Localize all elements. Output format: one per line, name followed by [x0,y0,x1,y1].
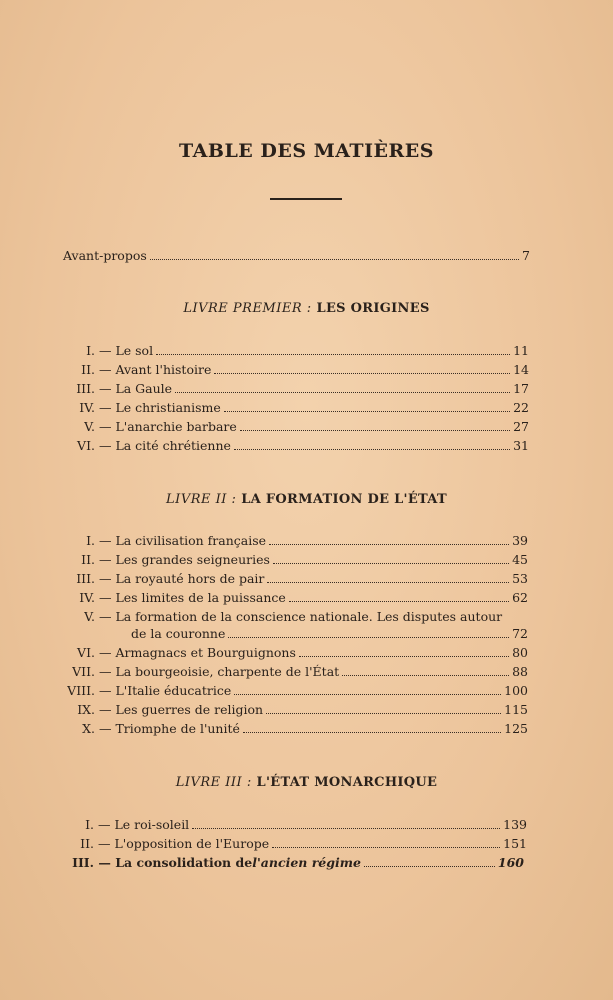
entry-label: — L'opposition de l'Europe [97,836,270,851]
entry-page: 45 [512,552,528,567]
entry-number: VII. [72,664,95,679]
section-heading-livre-3 [0,775,613,790]
entry-page: 11 [513,343,529,358]
entry-page: 72 [512,626,528,641]
entry-label: — La consolidation de [98,855,253,870]
toc-entry [60,855,524,871]
toc-entry-multiline [60,609,528,625]
entry-page: 125 [504,721,528,736]
entry-label-continuation: de la couronne [131,626,226,641]
dot-leader [299,656,509,657]
entry-page: 80 [512,645,528,660]
heading-text: LES ORIGINES [316,301,430,316]
entry-page: 88 [512,664,528,679]
entry-number: I. [86,533,95,548]
entry-page: 17 [513,381,529,396]
heading-italic: LIVRE II : [166,492,237,507]
entry-page: 53 [512,571,528,586]
entry-page: 7 [522,248,530,263]
toc-entry [60,590,528,606]
toc-entry [60,664,528,680]
dot-leader [224,411,510,412]
entry-number: III. [72,855,94,870]
entry-number: VI. [77,438,95,453]
toc-entry [60,571,528,587]
entry-page: 31 [513,438,529,453]
dot-leader [156,354,510,355]
toc-entry-continuation [131,626,528,642]
entry-number: IX. [77,702,95,717]
entry-page: 115 [504,702,528,717]
entry-label: — La formation de la conscience nationale. Les disputes autour [98,609,503,624]
dot-leader [192,828,500,829]
entry-label: — La cité chrétienne [98,438,231,453]
entry-label: — Les guerres de religion [98,702,264,717]
dot-leader [175,392,510,393]
heading-italic: LIVRE III : [175,775,252,790]
entry-number: VI. [77,645,95,660]
heading-text: L'ÉTAT MONARCHIQUE [256,775,438,790]
dot-leader [228,637,509,638]
entry-page: 160 [497,855,524,870]
dot-leader [289,601,509,602]
section-heading-livre-1 [0,301,613,316]
dot-leader [273,563,509,564]
toc-entry [60,817,527,833]
toc-entry [70,438,529,454]
entry-number: VIII. [67,683,95,698]
entry-page: 151 [503,836,527,851]
entry-label-italic: l'ancien régime [252,855,361,870]
toc-entry [60,702,528,718]
entry-number: III. [76,381,95,396]
entry-number: I. [85,817,94,832]
dot-leader [214,373,510,374]
toc-entry-avant-propos [63,248,530,264]
entry-label: — Les grandes seigneuries [98,552,270,567]
toc-entry [60,683,528,699]
toc-entry [70,362,529,378]
page-title: TABLE DES MATIÈRES [179,140,434,162]
entry-page: 39 [512,533,528,548]
dot-leader [272,847,500,848]
entry-label: Avant-propos [63,248,147,263]
entry-number: IV. [79,400,95,415]
entry-number: I. [86,343,95,358]
dot-leader [234,694,501,695]
entry-label: — La bourgeoisie, charpente de l'État [98,664,340,679]
toc-entry [60,645,528,661]
entry-page: 14 [513,362,529,377]
entry-label: — La royauté hors de pair [98,571,265,586]
entry-number: III. [76,571,95,586]
entry-label: — Armagnacs et Bourguignons [98,645,296,660]
dot-leader [243,732,501,733]
entry-number: II. [81,362,95,377]
entry-label: — L'anarchie barbare [98,419,237,434]
title-rule [270,198,342,200]
entry-page: 100 [504,683,528,698]
entry-number: IV. [79,590,95,605]
entry-page: 22 [513,400,529,415]
entry-number: X. [82,721,95,736]
dot-leader [364,866,495,867]
toc-entry [60,836,527,852]
entry-label: — Le christianisme [98,400,221,415]
toc-entry [60,721,528,737]
toc-entry [60,552,528,568]
toc-entry [70,381,529,397]
entry-label: — La Gaule [98,381,173,396]
entry-page: 62 [512,590,528,605]
toc-entry [60,533,528,549]
entry-page: 27 [513,419,529,434]
dot-leader [269,544,509,545]
entry-label: — La civilisation française [98,533,267,548]
dot-leader [266,713,501,714]
entry-label: — Avant l'histoire [98,362,212,377]
toc-entry [70,400,529,416]
dot-leader [150,259,519,260]
heading-italic: LIVRE PREMIER : [183,301,312,316]
entry-number: V. [84,419,95,434]
entry-number: II. [81,552,95,567]
heading-text: LA FORMATION DE L'ÉTAT [241,492,447,507]
toc-entry [70,419,529,435]
entry-number: II. [80,836,94,851]
dot-leader [342,675,509,676]
entry-label: — Le roi-soleil [97,817,190,832]
entry-number: V. [84,609,95,624]
dot-leader [234,449,510,450]
dot-leader [267,582,509,583]
entry-page: 139 [503,817,527,832]
entry-label: — Triomphe de l'unité [98,721,240,736]
entry-label: — Les limites de la puissance [98,590,286,605]
entry-label: — L'Italie éducatrice [98,683,232,698]
dot-leader [240,430,510,431]
section-heading-livre-2 [0,492,613,507]
entry-label: — Le sol [98,343,154,358]
toc-entry [70,343,529,359]
